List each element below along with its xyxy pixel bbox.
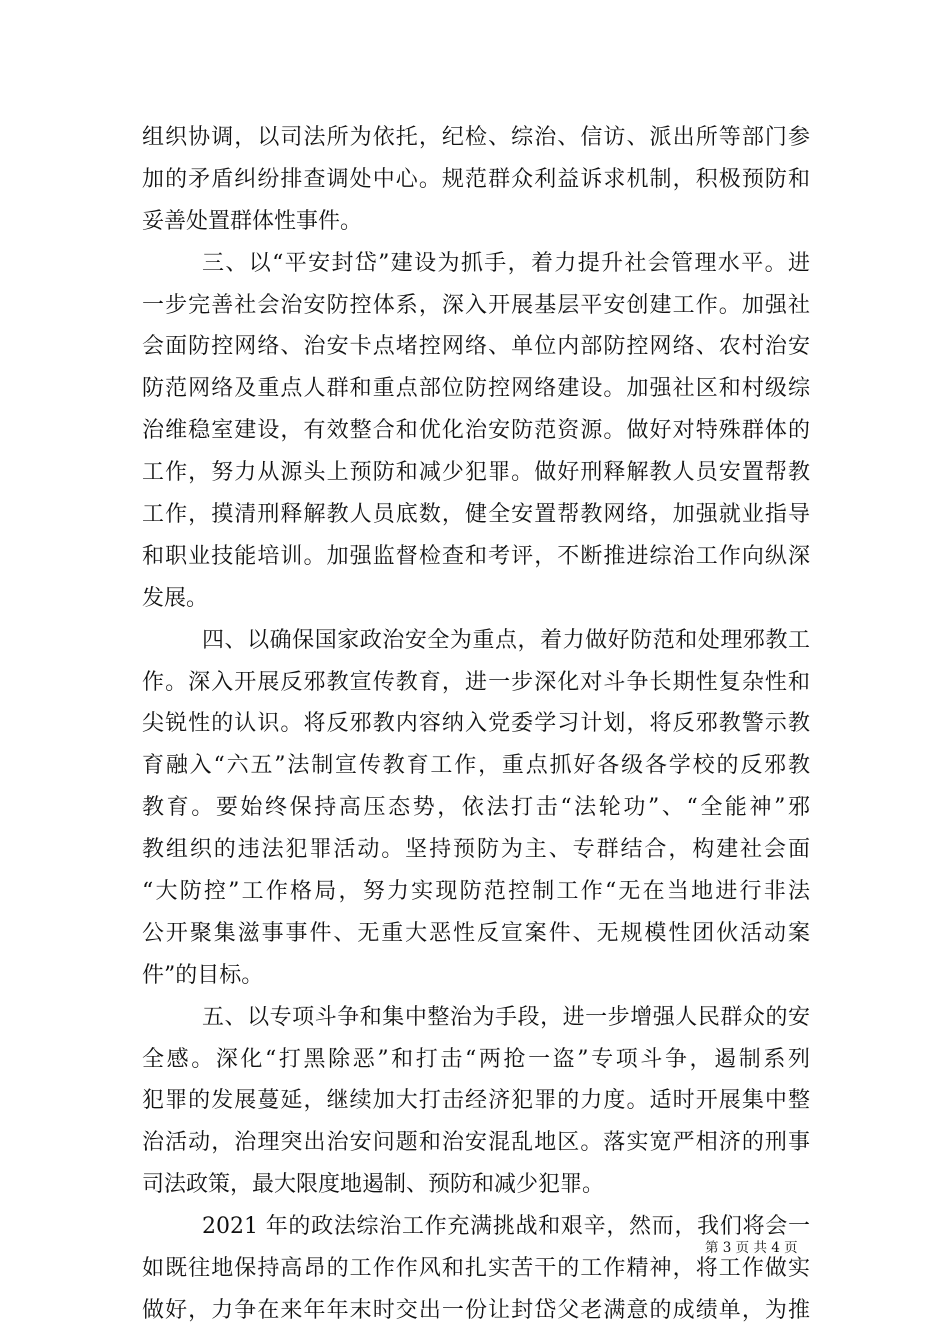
text-line: 教育。要始终保持高压态势，依法打击“法轮功”、“全能神”邪: [142, 795, 810, 821]
text-line: 犯罪的发展蔓延，继续加大打击经济犯罪的力度。适时开展集中整: [142, 1088, 810, 1114]
text-line: 全感。深化“打黑除恶”和打击“两抢一盗”专项斗争，遏制系列: [142, 1046, 810, 1072]
text-line: 组织协调，以司法所为依托，纪检、综治、信访、派出所等部门参: [142, 125, 810, 150]
text-line: 做好，力争在来年年末时交出一份让封岱父老满意的成绩单，为推: [142, 1297, 810, 1323]
text-line: 治活动，治理突出治安问题和治安混乱地区。落实宽严相济的刑事: [142, 1130, 810, 1156]
document-body: [142, 117, 810, 1332]
text-line: 如既往地保持高昂的工作作风和扎实苦干的工作精神，将工作做实: [142, 1256, 810, 1282]
text-line: 司法政策，最大限度地遏制、预防和减少犯罪。: [142, 1172, 605, 1198]
text-line: 加的矛盾纠纷排查调处中心。规范群众利益诉求机制，积极预防和: [142, 166, 810, 192]
text-line: 教组织的违法犯罪活动。坚持预防为主、专群结合，构建社会面: [142, 837, 810, 863]
section-3-heading-line: 三、以“平安封岱”建设为抓手，着力提升社会管理水平。进: [202, 250, 810, 276]
text-line: 作。深入开展反邪教宣传教育，进一步深化对斗争长期性复杂性和: [142, 669, 810, 695]
text-line: 尖锐性的认识。将反邪教内容纳入党委学习计划，将反邪教警示教: [142, 711, 810, 737]
text-line: 治维稳室建设，有效整合和优化治安防范资源。做好对特殊群体的: [142, 418, 810, 444]
text-line: 件”的目标。: [142, 962, 264, 988]
text-line: 防范网络及重点人群和重点部位防控网络建设。加强社区和村级综: [142, 376, 810, 402]
text-line: 公开聚集滋事事件、无重大恶性反宣案件、无规模性团伙活动案: [142, 920, 810, 946]
section-5-heading-line: 五、以专项斗争和集中整治为手段，进一步增强人民群众的安: [202, 1004, 810, 1030]
text-line: 和职业技能培训。加强监督检查和考评，不断推进综治工作向纵深: [142, 543, 810, 569]
text-line: 发展。: [142, 585, 209, 611]
text-line: “大防控”工作格局，努力实现防范控制工作“无在当地进行非法: [142, 879, 810, 905]
text-line: 育融入“六五”法制宣传教育工作，重点抓好各级各学校的反邪教: [142, 753, 810, 779]
page-number: 第 3 页 共 4 页: [705, 1240, 798, 1256]
text-line: 工作，摸清刑释解教人员底数，健全安置帮教网络，加强就业指导: [142, 502, 810, 528]
text-line: 会面防控网络、治安卡点堵控网络、单位内部防控网络、农村治安: [142, 334, 810, 360]
text-line: 一步完善社会治安防控体系，深入开展基层平安创建工作。加强社: [142, 292, 810, 318]
text-line: 妥善处置群体性事件。: [142, 208, 363, 234]
closing-paragraph-line: 2021 年的政法综治工作充满挑战和艰辛，然而，我们将会一: [202, 1214, 810, 1240]
text-line: 工作，努力从源头上预防和减少犯罪。做好刑释解教人员安置帮教: [142, 460, 810, 486]
section-4-heading-line: 四、以确保国家政治安全为重点，着力做好防范和处理邪教工: [202, 627, 810, 653]
